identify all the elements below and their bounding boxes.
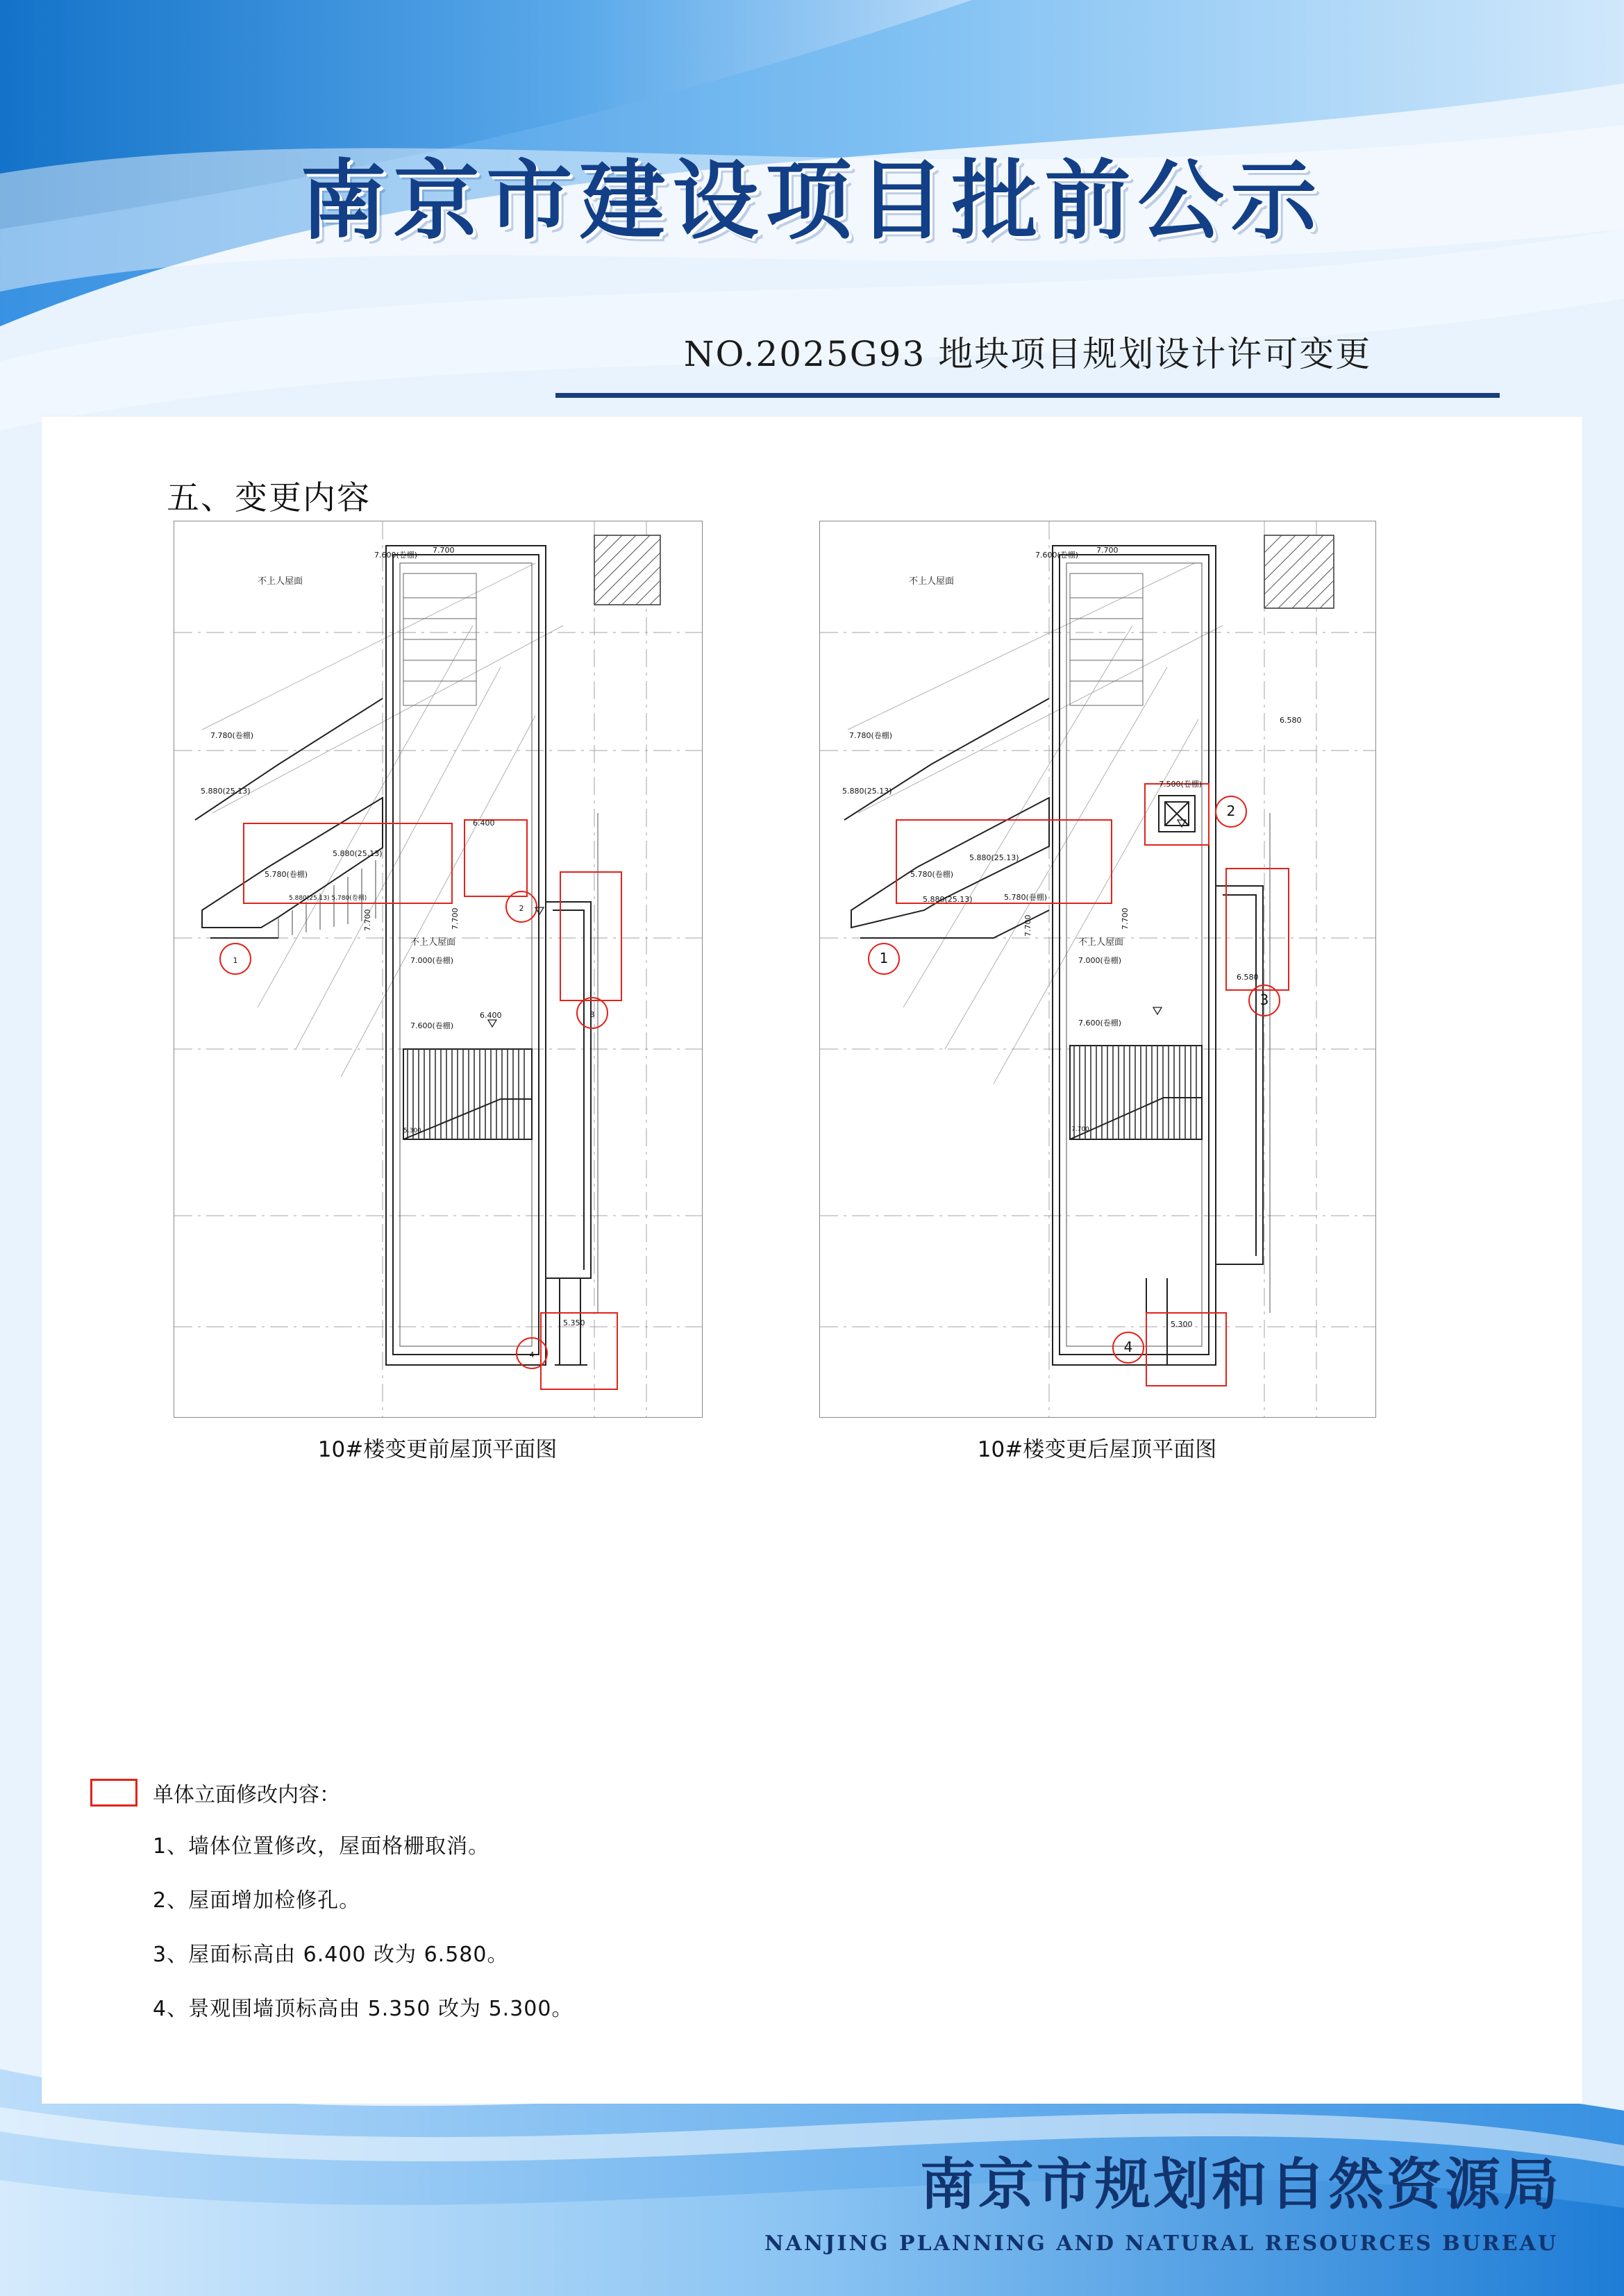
- svg-text:5.880(25.13) 5.780(卷棚): 5.880(25.13) 5.780(卷棚): [289, 895, 367, 902]
- subtitle-rule: [555, 393, 1500, 398]
- svg-text:5.780(卷棚): 5.780(卷棚): [1004, 893, 1048, 902]
- svg-text:7.500(卷棚): 7.500(卷棚): [1159, 780, 1203, 789]
- svg-text:7.700: 7.700: [1121, 907, 1130, 930]
- poster-header: [0, 0, 1624, 417]
- change-notes: [90, 1777, 1201, 2045]
- svg-text:7.600(卷棚): 7.600(卷棚): [1078, 1019, 1122, 1028]
- svg-text:5.300: 5.300: [403, 1128, 421, 1134]
- svg-text:2: 2: [519, 904, 524, 913]
- svg-text:7.700: 7.700: [363, 909, 372, 931]
- content-sheet: [42, 417, 1582, 2104]
- svg-text:7.780(卷棚): 7.780(卷棚): [849, 731, 893, 740]
- drawing-roof-plan-after[interactable]: [819, 521, 1376, 1418]
- svg-text:7.600(卷棚): 7.600(卷棚): [410, 1021, 454, 1030]
- notes-heading-row: [90, 1777, 1201, 1808]
- section-heading: 五、变更内容: [167, 479, 371, 517]
- svg-text:7.000(卷棚): 7.000(卷棚): [1078, 956, 1122, 965]
- svg-text:7.700: 7.700: [1023, 914, 1032, 937]
- svg-text:不上人屋面: 不上人屋面: [1078, 937, 1124, 948]
- organization-name-cn: 南京市规划和自然资源局: [920, 2152, 1562, 2217]
- svg-text:7.700: 7.700: [433, 546, 455, 555]
- red-legend-swatch: [90, 1779, 137, 1807]
- svg-text:5.880(25.13): 5.880(25.13): [923, 895, 973, 904]
- svg-text:6.400: 6.400: [480, 1011, 502, 1020]
- note-item: 3、屋面标高由 6.400 改为 6.580。: [153, 1943, 509, 1967]
- svg-text:1: 1: [233, 956, 238, 965]
- svg-text:不上人屋面: 不上人屋面: [410, 937, 456, 948]
- svg-text:6.580: 6.580: [1237, 973, 1259, 982]
- svg-text:6.400: 6.400: [473, 819, 495, 828]
- svg-text:5.880(25.13): 5.880(25.13): [201, 787, 251, 796]
- svg-text:7.700: 7.700: [1071, 1126, 1089, 1133]
- subtitle-block: [555, 326, 1500, 398]
- svg-text:7.780(卷棚): 7.780(卷棚): [210, 731, 254, 740]
- note-item: 4、景观围墙顶标高由 5.350 改为 5.300。: [153, 1997, 574, 2021]
- drawing-roof-plan-before[interactable]: [174, 521, 703, 1418]
- note-item: 2、屋面增加检修孔。: [153, 1888, 361, 1913]
- page-subtitle: NO.2025G93 地块项目规划设计许可变更: [683, 334, 1372, 374]
- note-item: 1、墙体位置修改，屋面格栅取消。: [153, 1834, 490, 1859]
- page-title: 南京市建设项目批前公示: [300, 151, 1324, 251]
- svg-text:5.880(25.13): 5.880(25.13): [969, 853, 1019, 862]
- svg-text:不上人屋面: 不上人屋面: [258, 576, 303, 587]
- svg-text:3: 3: [589, 1010, 595, 1019]
- svg-text:7.600(卷棚): 7.600(卷棚): [1035, 551, 1079, 560]
- svg-text:不上人屋面: 不上人屋面: [909, 576, 955, 587]
- svg-text:7.000(卷棚): 7.000(卷棚): [410, 956, 454, 965]
- notes-heading: 单体立面修改内容：: [153, 1783, 340, 1807]
- svg-text:5.350: 5.350: [563, 1318, 585, 1327]
- svg-text:5.780(卷棚): 5.780(卷棚): [910, 870, 954, 879]
- svg-text:5.880(25.13): 5.880(25.13): [842, 787, 892, 796]
- svg-text:4: 4: [529, 1350, 535, 1359]
- svg-text:1: 1: [879, 950, 889, 966]
- svg-text:5.880(25.13): 5.880(25.13): [333, 849, 383, 858]
- svg-text:7.600(卷棚): 7.600(卷棚): [374, 551, 418, 560]
- svg-text:2: 2: [1226, 803, 1236, 819]
- poster-footer: [0, 2104, 1624, 2296]
- svg-text:4: 4: [1123, 1339, 1133, 1355]
- organization-name-en: NANJING PLANNING AND NATURAL RESOURCES BUREAU: [764, 2231, 1558, 2256]
- svg-text:7.700: 7.700: [1096, 546, 1119, 555]
- svg-text:6.580: 6.580: [1280, 716, 1302, 725]
- svg-text:5.300: 5.300: [1171, 1320, 1193, 1329]
- svg-text:5.780(卷棚): 5.780(卷棚): [265, 870, 308, 879]
- drawing-caption-before: 10#楼变更前屋顶平面图: [317, 1437, 558, 1462]
- drawing-caption-after: 10#楼变更后屋顶平面图: [977, 1437, 1217, 1462]
- svg-text:7.700: 7.700: [451, 907, 460, 930]
- svg-text:3: 3: [1259, 991, 1269, 1008]
